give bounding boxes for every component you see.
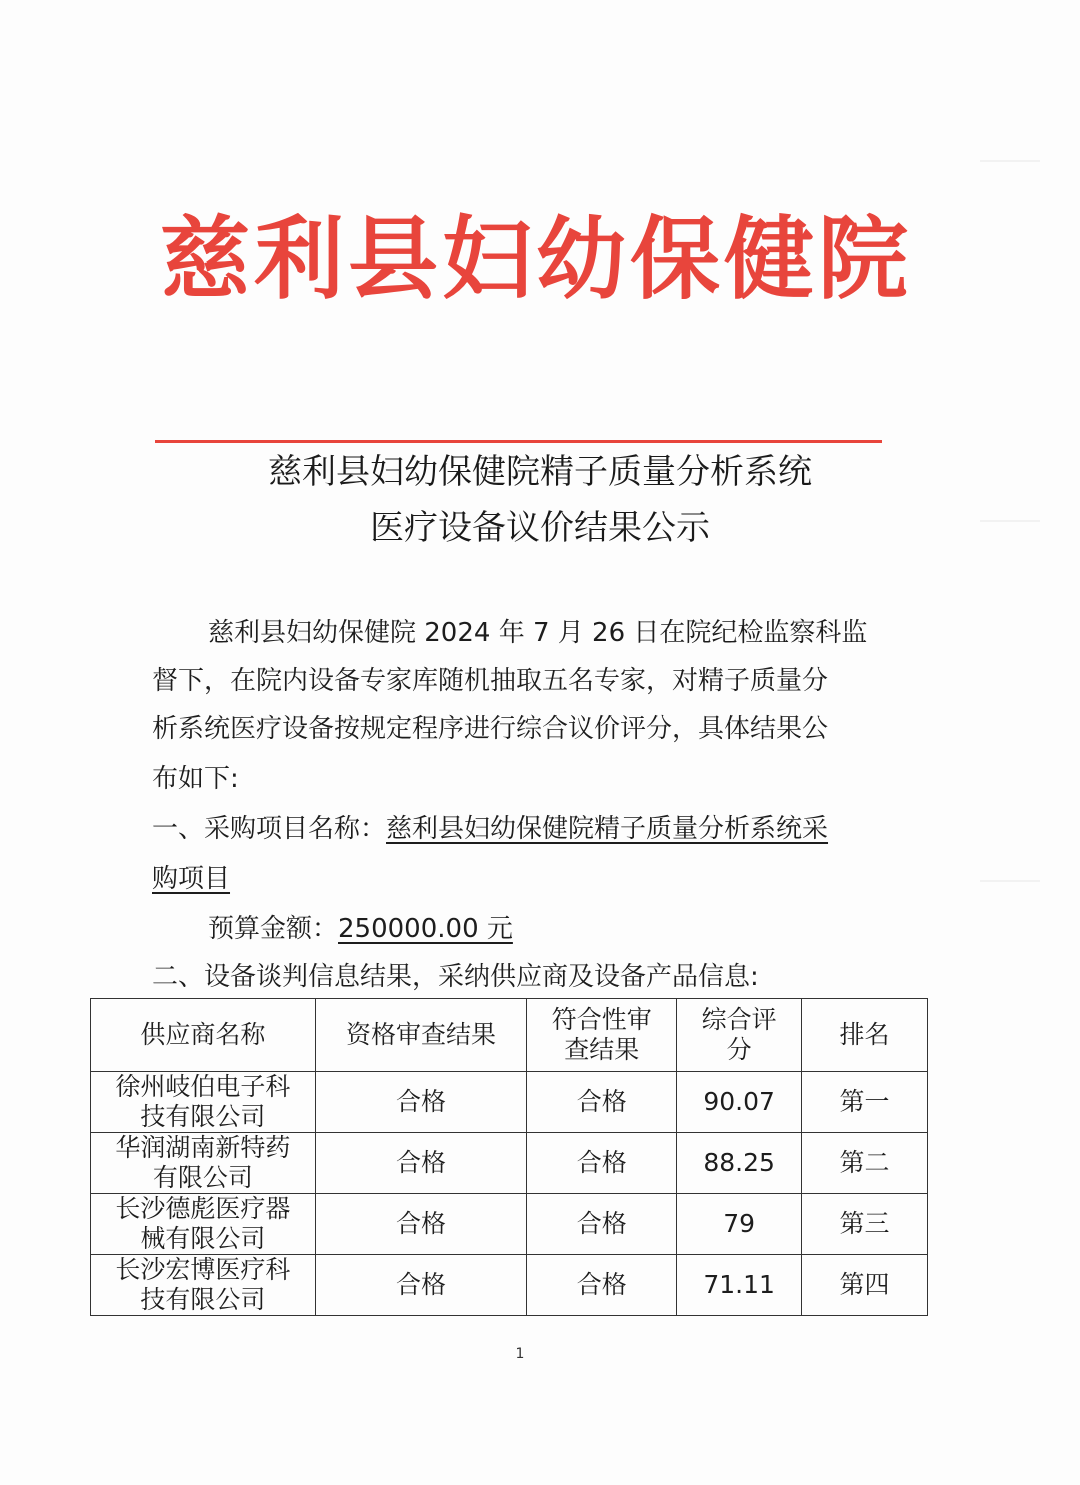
supplier-name-line2: 技有限公司: [140, 1285, 266, 1314]
compliance-cell: 合格: [527, 1194, 677, 1255]
intro-line1: 慈利县妇幼保健院 2024 年 7 月 26 日在院纪检监察科监: [208, 618, 868, 648]
letterhead-title: 慈利县妇幼保健院: [160, 206, 912, 312]
qualification-cell: 合格: [315, 1194, 527, 1255]
supplier-result-table: [90, 998, 928, 1316]
rank-cell: 第三: [802, 1194, 928, 1255]
compliance-cell: 合格: [527, 1255, 677, 1316]
budget-value: 250000.00 元: [338, 914, 513, 944]
intro-line4: 布如下:: [152, 764, 239, 794]
qualification-cell: 合格: [315, 1133, 527, 1194]
score-cell: 88.25: [677, 1133, 802, 1194]
intro-line3: 析系统医疗设备按规定程序进行综合议价评分，具体结果公: [152, 714, 829, 744]
document-title-line2: 医疗设备议价结果公示: [370, 508, 710, 548]
header-score: [677, 999, 802, 1072]
table-row: [91, 1194, 928, 1255]
table-header-row: [91, 999, 928, 1072]
rank-cell: 第四: [802, 1255, 928, 1316]
rank-cell: 第二: [802, 1133, 928, 1194]
section2-heading: 二、设备谈判信息结果，采纳供应商及设备产品信息:: [152, 962, 759, 992]
rank-cell: 第一: [802, 1072, 928, 1133]
header-rank: 排名: [802, 999, 928, 1072]
header-compliance-line2: 查结果: [564, 1035, 640, 1064]
scan-artifact: [980, 160, 1040, 162]
supplier-name-line1: 徐州岐伯电子科: [115, 1072, 291, 1101]
score-cell: 79: [677, 1194, 802, 1255]
scan-artifact: [980, 880, 1040, 882]
header-qualification: 资格审查结果: [315, 999, 527, 1072]
supplier-cell: [91, 1072, 316, 1133]
document-title-line1: 慈利县妇幼保健院精子质量分析系统: [268, 452, 812, 492]
letterhead-red-rule: [155, 440, 882, 443]
project-name-part2: 购项目: [152, 864, 231, 894]
section1-line1: [152, 814, 892, 845]
supplier-name-line1: 华润湖南新特药: [115, 1133, 291, 1162]
supplier-name-line2: 技有限公司: [140, 1102, 266, 1131]
supplier-cell: [91, 1133, 316, 1194]
compliance-cell: 合格: [527, 1133, 677, 1194]
header-score-line2: 分: [726, 1035, 752, 1064]
section1-label: 一、采购项目名称：: [152, 814, 387, 844]
header-score-line1: 综合评: [701, 1005, 777, 1034]
supplier-cell: [91, 1194, 316, 1255]
supplier-name-line1: 长沙宏博医疗科: [115, 1255, 291, 1284]
qualification-cell: 合格: [315, 1072, 527, 1133]
score-cell: 71.11: [677, 1255, 802, 1316]
qualification-cell: 合格: [315, 1255, 527, 1316]
scan-artifact: [980, 520, 1040, 522]
budget-label: 预算金额：: [208, 914, 339, 944]
table-row: [91, 1133, 928, 1194]
intro-line2: 督下，在院内设备专家库随机抽取五名专家，对精子质量分: [152, 666, 829, 696]
compliance-cell: 合格: [527, 1072, 677, 1133]
supplier-name-line2: 械有限公司: [140, 1224, 266, 1253]
budget-line: [208, 914, 948, 945]
supplier-name-line1: 长沙德彪医疗器: [115, 1194, 291, 1223]
table-row: [91, 1255, 928, 1316]
page-number: 1: [515, 1346, 525, 1362]
project-name-part1: 慈利县妇幼保健院精子质量分析系统采: [386, 814, 829, 844]
supplier-cell: [91, 1255, 316, 1316]
header-compliance: [527, 999, 677, 1072]
supplier-name-line2: 有限公司: [152, 1163, 253, 1192]
table-row: [91, 1072, 928, 1133]
score-cell: 90.07: [677, 1072, 802, 1133]
section1-line2: [152, 864, 892, 895]
header-supplier: 供应商名称: [91, 999, 316, 1072]
header-compliance-line1: 符合性审: [551, 1005, 652, 1034]
